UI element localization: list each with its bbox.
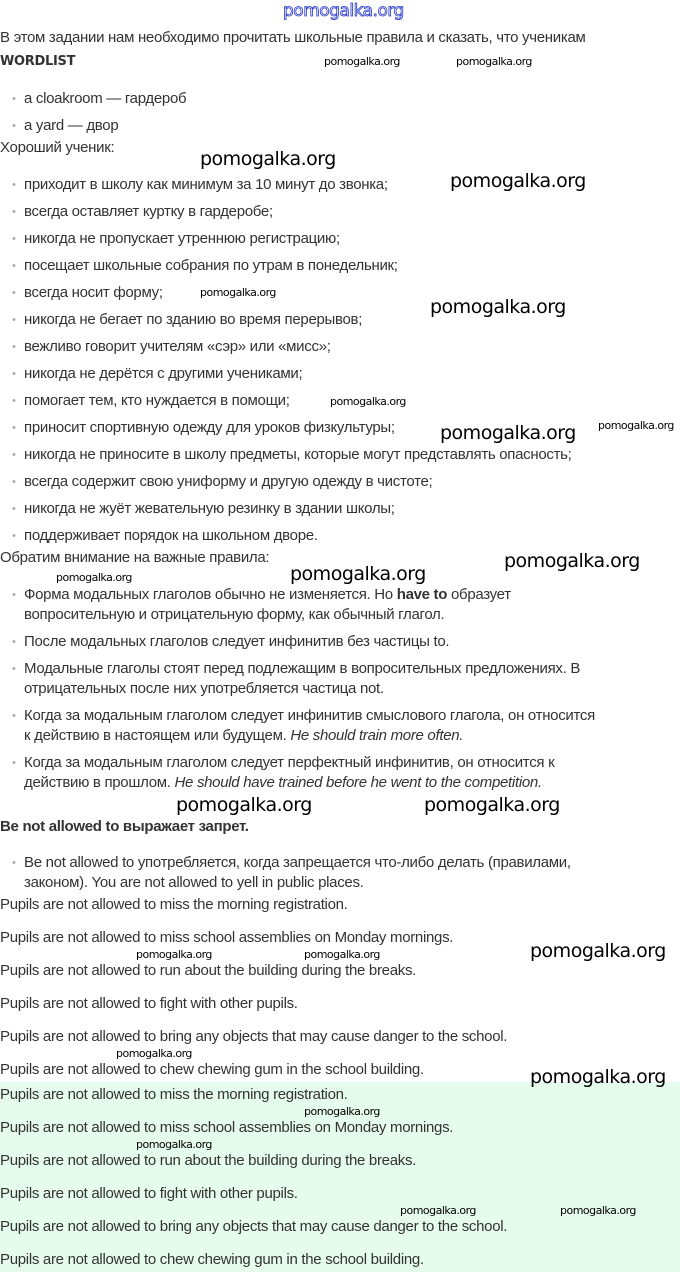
list-item: • никогда не дерётся с другими учениками;: [24, 364, 302, 384]
watermark: pomogalka.org: [456, 55, 532, 68]
watermark: pomogalka.org: [136, 1138, 212, 1151]
watermark: pomogalka.org: [304, 1105, 380, 1118]
wordlist-item: • a yard — двор: [24, 116, 118, 136]
list-item: • поддерживает порядок на школьном дворе.: [24, 526, 318, 546]
not-allowed-title: Be not allowed to выражает запрет.: [0, 818, 249, 835]
watermark: pomogalka.org: [290, 563, 426, 585]
rule-item-cont: отрицательных после них употребляется частица not.: [24, 680, 384, 697]
highlighted-answer-line: Pupils are not allowed to miss school assemblies on Monday mornings.: [0, 1119, 454, 1136]
watermark: pomogalka.org: [424, 794, 560, 816]
answer-line: Pupils are not allowed to run about the building during the breaks.: [0, 962, 417, 979]
watermark: pomogalka.org: [176, 794, 312, 816]
rule-item-cont: вопросительную и отрицательную форму, как обычный глагол.: [24, 606, 445, 623]
list-item: • посещает школьные собрания по утрам в понедельник;: [24, 256, 398, 276]
highlighted-answer-line: Pupils are not allowed to fight with other pupils.: [0, 1185, 298, 1202]
list-item: • никогда не приносите в школу предметы, которые могут представлять опасность;: [24, 445, 572, 465]
watermark: pomogalka.org: [330, 395, 406, 408]
wordlist-title: WORDLIST: [0, 54, 76, 69]
not-allowed-item-cont: законом). You are not allowed to yell in public places.: [24, 874, 364, 891]
list-item: • никогда не пропускает утреннюю регистрацию;: [24, 229, 340, 249]
highlighted-answer-line: Pupils are not allowed to miss the morning registration.: [0, 1086, 348, 1103]
list-item: • приходит в школу как минимум за 10 минут до звонка;: [24, 175, 388, 195]
list-item: • приносит спортивную одежду для уроков физкультуры;: [24, 418, 395, 438]
rule-emphasis: have to: [396, 586, 448, 603]
highlighted-answer-line: Pupils are not allowed to chew chewing gum in the school building.: [0, 1251, 424, 1268]
watermark: pomogalka.org: [440, 422, 576, 444]
rule-text: образует: [447, 586, 511, 603]
rule-item-cont: [24, 726, 463, 746]
watermark: pomogalka.org: [430, 296, 566, 318]
highlighted-answer-line: Pupils are not allowed to bring any objects that may cause danger to the school.: [0, 1218, 508, 1235]
site-logo[interactable]: pomogalka.org: [283, 1, 404, 21]
list-item: • никогда не бегает по зданию во время перерывов;: [24, 310, 362, 330]
good-pupil-title: Хороший ученик:: [0, 139, 115, 156]
watermark: pomogalka.org: [560, 1204, 636, 1217]
answer-line: Pupils are not allowed to miss school assemblies on Monday mornings.: [0, 929, 454, 946]
watermark: pomogalka.org: [324, 55, 400, 68]
list-item: • никогда не жуёт жевательную резинку в здании школы;: [24, 499, 395, 519]
watermark: pomogalka.org: [530, 940, 666, 962]
watermark: pomogalka.org: [450, 170, 586, 192]
watermark: pomogalka.org: [598, 419, 674, 432]
not-allowed-item: • Be not allowed to употребляется, когда запрещается что-либо делать (правилами,: [24, 853, 571, 873]
rule-text: действию в прошлом.: [24, 774, 175, 791]
rule-text: Форма модальных глаголов обычно не изменяется. Но: [24, 586, 397, 603]
watermark: pomogalka.org: [200, 148, 336, 170]
watermark: pomogalka.org: [116, 1047, 192, 1060]
rule-item: • Модальные глаголы стоят перед подлежащим в вопросительных предложениях. В: [24, 659, 580, 679]
rule-example: He should train more often.: [290, 727, 464, 744]
rule-example: He should have trained before he went to the competition.: [174, 774, 542, 791]
watermark: pomogalka.org: [200, 286, 276, 299]
answer-line: Pupils are not allowed to miss the morning registration.: [0, 896, 348, 913]
answer-line: Pupils are not allowed to bring any objects that may cause danger to the school.: [0, 1028, 508, 1045]
list-item: • помогает тем, кто нуждается в помощи;: [24, 391, 290, 411]
watermark: pomogalka.org: [136, 948, 212, 961]
list-item: • вежливо говорит учителям «сэр» или «мисс»;: [24, 337, 331, 357]
answer-line: Pupils are not allowed to chew chewing gum in the school building.: [0, 1061, 424, 1078]
watermark: pomogalka.org: [56, 571, 132, 584]
intro-text: В этом задании нам необходимо прочитать школьные правила и сказать, что ученикам: [0, 29, 586, 46]
watermark: pomogalka.org: [304, 948, 380, 961]
rules-title: Обратим внимание на важные правила:: [0, 549, 270, 566]
watermark: pomogalka.org: [530, 1066, 666, 1088]
list-item: • всегда оставляет куртку в гардеробе;: [24, 202, 273, 222]
rule-item: [24, 585, 511, 605]
rule-item-cont: [24, 773, 542, 793]
rule-text: к действию в настоящем или будущем.: [24, 727, 291, 744]
rule-item: • Когда за модальным глаголом следует перфектный инфинитив, он относится к: [24, 753, 554, 773]
wordlist-item: • a cloakroom — гардероб: [24, 89, 186, 109]
watermark: pomogalka.org: [400, 1204, 476, 1217]
list-item: • всегда содержит свою униформу и другую одежду в чистоте;: [24, 472, 432, 492]
list-item: • всегда носит форму;: [24, 283, 163, 303]
rule-item: • После модальных глаголов следует инфинитив без частицы to.: [24, 632, 449, 652]
highlighted-answer-line: Pupils are not allowed to run about the building during the breaks.: [0, 1152, 417, 1169]
rule-item: • Когда за модальным глаголом следует инфинитив смыслового глагола, он относится: [24, 706, 595, 726]
answer-line: Pupils are not allowed to fight with other pupils.: [0, 995, 298, 1012]
watermark: pomogalka.org: [504, 550, 640, 572]
